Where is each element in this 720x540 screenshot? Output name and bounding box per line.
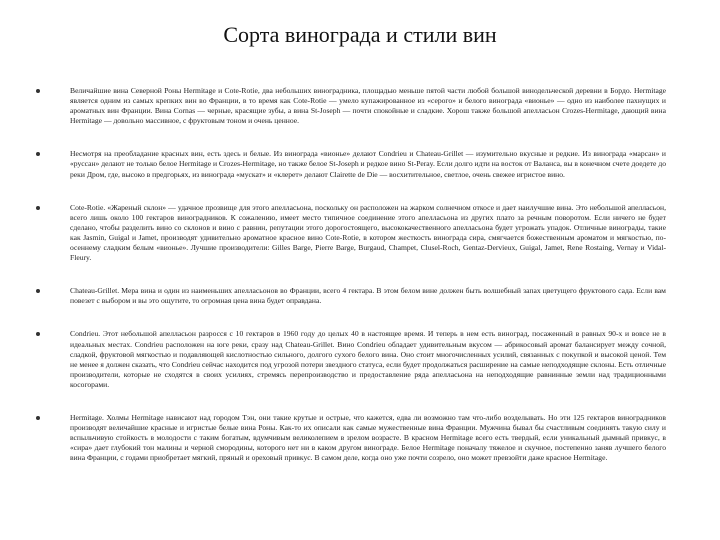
bullet-item-cote-rotie [36,203,666,264]
bullet-text: Несмотря на преобладание красных вин, есть здесь и белые. Из винограда «вионье» делают Condrieu и Chateau-Grillet — изумительно вкусные и редкие. Из винограда «марсан» и «руссан» делают не только белое Hermitage и Crozes-Hermitage, но также белое St-Joseph и редкое вино St-Peray. Если долго идти на восток от Валанса, вы в конечном счете доедете до реки Дром, где, высоко в предгорьях, из винограда «мускат» и «клерет» делают Clairette de Die — восхитительное, светлое, очень свежее игристое вино. [70,149,666,179]
bullet-dot-icon [36,152,40,156]
bullet-dot-icon [36,289,40,293]
bullet-dot-icon [36,89,40,93]
bullet-item-rhone-north [36,86,666,126]
bullet-item-chateau-grillet [36,286,666,306]
slide-title: Сорта винограда и стили вин [223,22,497,47]
bullet-dot-icon [36,206,40,210]
bullet-dot-icon [36,416,40,420]
bullet-dot-icon [36,332,40,336]
bullet-item-hermitage [36,413,666,463]
bullet-item-white-wines [36,149,666,179]
bullet-text: Величайшие вина Северной Роны Hermitage и Cote-Rotie, два небольших виноградника, площадью меньше пятой части любой большой винодельческой деревни в Бордо. Hermitage является одним из самых крепких вин во Франции, в то время как Cote-Rotie — умело купажированное из «серого» и белого винограда «вионье» — одно из наиболее пахнущих и ароматных вин Франции. Вина Cornas — черные, красящие зубы, а вина St-Joseph — почти спокойные и сладкие. Хорош также большой апелласьон Crozes-Hermitage, дающий вина Hermitage — довольно массивное, с фруктовым тоном и очень ценное. [70,86,666,126]
bullet-list [36,86,666,486]
bullet-text: Hermitage. Холмы Hermitage нависают над городом Тэн, они такие крутые и острые, что кажется, едва ли возможно там что-либо возделывать. Но эти 125 гектаров виноградников производят величайшие красные и игристые белые вина Роны. Как-то их описали как самые мужественные вина Франции. Мужчина бывал бы счастливым соединять такую силу и вспыльчивую стойкость в молодости с таким богатым, вдумчивым великолепием в зрелом возрасте. В красном Hermitage всего есть твердый, если уникальный дымный привкус, в «сира» дает глубокий тон малины и черной смородины, которого нет ни в каком другом винограде. Белое Hermitage поначалу тяжелое и скучное, постепенно заняв лучшего белого вина Франции, с годами приобретает мягкий, пряный и ореховый привкус. В самом деле, когда оно уже почти созрело, оно может превзойти даже красное Hermitage. [70,412,666,463]
bullet-item-condrieu [36,329,666,390]
bullet-text: Cote-Rotie. «Жареный склон» — удачное прозвище для этого апелласьона, поскольку он расположен на жарком солнечном откосе и дает наилучшие вина. Это небольшой апелласьон, всего лишь около 100 гектаров виноградников. К сожалению, имеет место типичное соединение этого апелласьона из других плато за речным поворотом. Если ничего не будет сделано, чтобы разделить вино со склонов и вино с равнин, репутации этого дорогостоящего, высококачественного апелласьона будет угрожать упадок. Отличные винограды, такие как Jasmin, Guigal и Jamet, производят удивительно ароматное красное вино Cote-Rotie, в котором жесткость винограда сира, смягчается божественным ароматом и мягкостью, по-осеннему сладким белым «вионье». Лучшие производители: Gilles Barge, Pierre Barge, Burgaud, Champet, Clusel-Roch, Gentaz-Dervieux, Guigal, Jamet, Rene Rostaing, Vernay и Vidal-Fleury. [70,202,666,263]
bullet-text: Chateau-Grillet. Мера вина и один из наименьших апелласьонов во Франции, всего 4 гектара. В этом белом вине должен быть волшебный запах цветущего фруктового сада. Если вам повезет с выбором и вы это ощутите, то огромная цена вина будет оправдана. [70,286,666,306]
bullet-text: Condrieu. Этот небольшой апелласьон разросся с 10 гектаров в 1960 году до целых 40 в настоящее время. И теперь в нем есть виноград, посаженный в равных 90-х и вовсе не в идеальных местах. Condrieu расположен на юге реки, сразу над Chateau-Grillet. Вино Condrieu обладает удивительным вкусом — абрикосовый аромат балансирует между сочной, сладкой, фруктовой мягкостью и подавляющей кислотностью сильного, долгого сухого белого вина. Оно стоит многочисленных усилий, связанных с покупкой и высокой ценой. Тем не менее я должен сказать, что Condrieu сейчас находится под угрозой потери звездного статуса, если будет продолжаться расширение на самые неподходящие склоны. Есть отличные производители, которые не сходятся в своих усилиях, стремясь перепроизводство и предоставление ряда апелласьона на неподходящие равнинные земли над традиционными косогорами. [70,329,666,389]
